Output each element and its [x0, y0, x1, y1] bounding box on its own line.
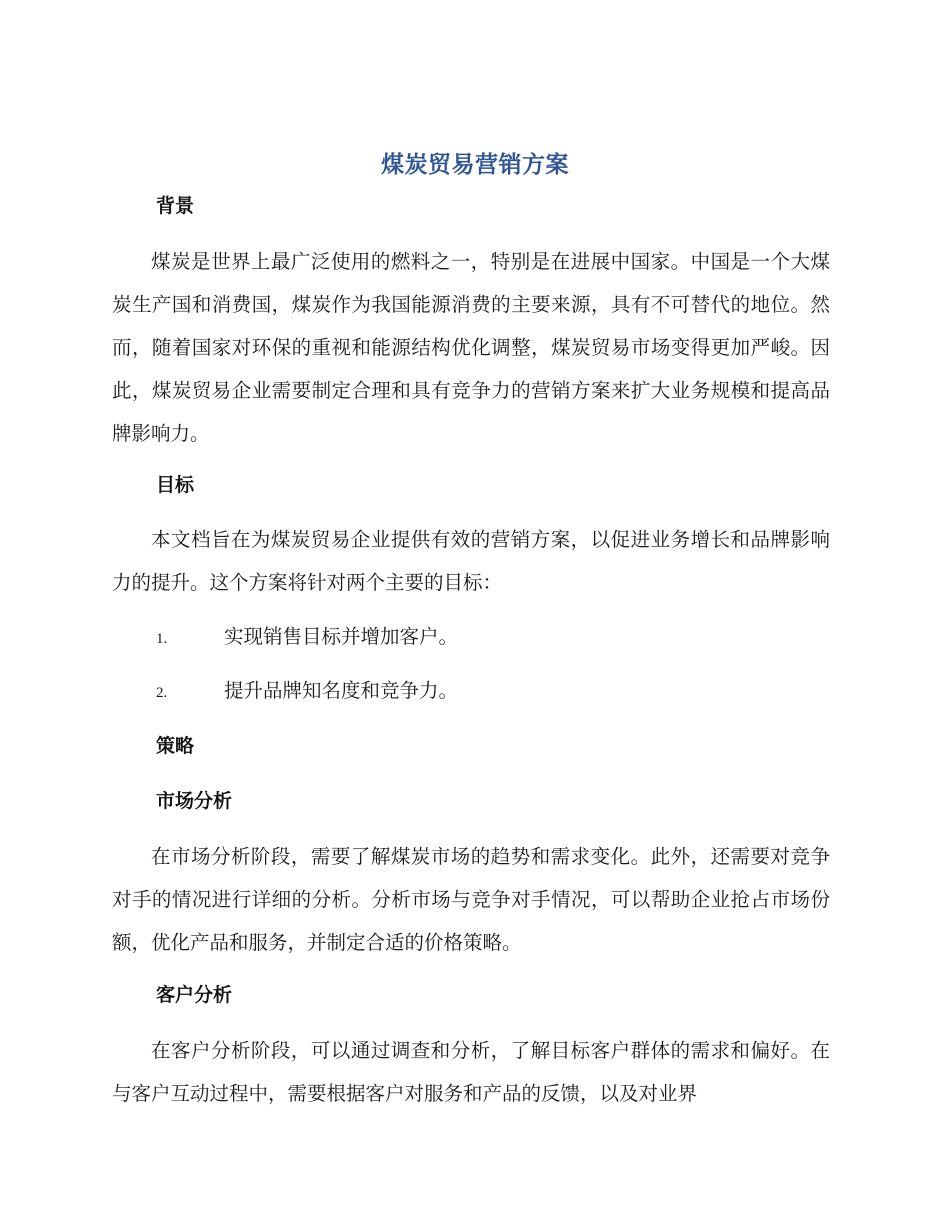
paragraph-market-analysis: 在市场分析阶段，需要了解煤炭市场的趋势和需求变化。此外，还需要对竞争对手的情况进行详细的分析。分析市场与竞争对手情况，可以帮助企业抢占市场份额，优化产品和服务，并制定合适的价格策略。: [112, 845, 830, 954]
list-item: [156, 624, 830, 652]
paragraph-customer-analysis: 在客户分析阶段，可以通过调查和分析，了解目标客户群体的需求和偏好。在与客户互动过程中，需要根据客户对服务和产品的反馈，以及对业界: [112, 1039, 830, 1105]
list-text: 实现销售目标并增加客户。: [224, 625, 459, 648]
heading-background: 背景: [156, 195, 195, 217]
heading-market-analysis: 市场分析: [156, 790, 233, 812]
list-item: [156, 678, 830, 706]
paragraph-background: 煤炭是世界上最广泛使用的燃料之一，特别是在进展中国家。中国是一个大煤炭生产国和消费国，煤炭作为我国能源消费的主要来源，具有不可替代的地位。然而，随着国家对环保的重视和能源结构优化调整，煤炭贸易市场变得更加严峻。因此，煤炭贸易企业需要制定合理和具有竞争力的营销方案来扩大业务规模和提高品牌影响力。: [112, 250, 830, 445]
list-number: 1.: [156, 631, 168, 647]
list-text: 提升品牌知名度和竞争力。: [224, 679, 459, 702]
heading-goals: 目标: [156, 474, 195, 496]
heading-customer-analysis: 客户分析: [156, 984, 233, 1006]
list-number: 2.: [156, 685, 168, 701]
heading-strategy: 策略: [156, 735, 195, 757]
document-title: 煤炭贸易营销方案: [381, 152, 569, 178]
paragraph-goals: 本文档旨在为煤炭贸易企业提供有效的营销方案，以促进业务增长和品牌影响力的提升。这个方案将针对两个主要的目标：: [112, 528, 830, 594]
